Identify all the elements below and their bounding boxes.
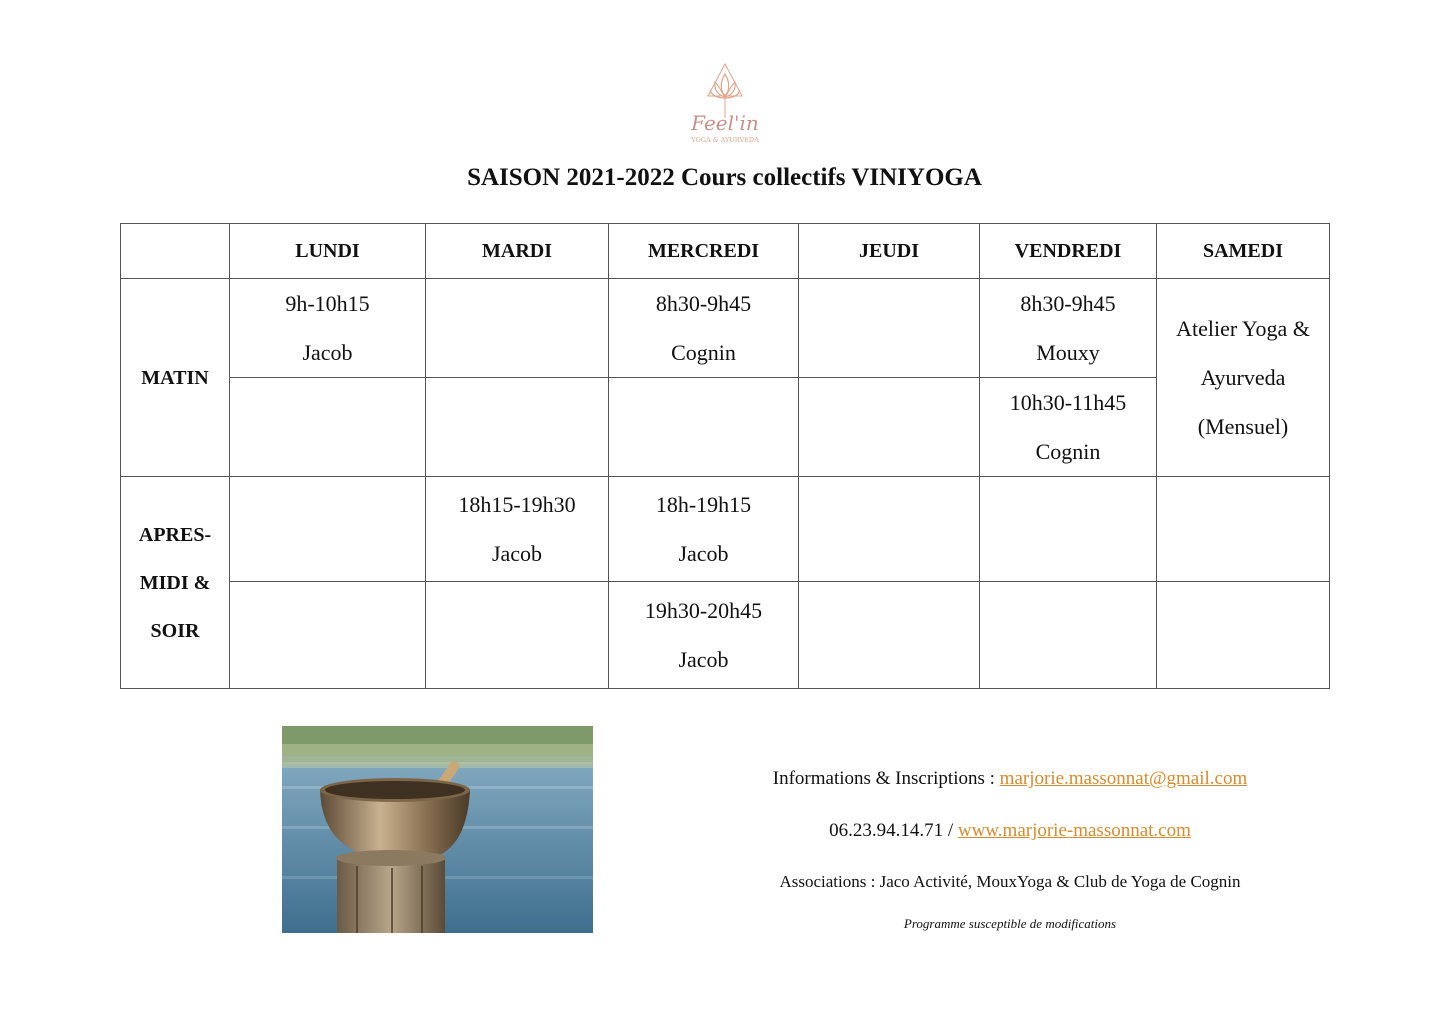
class-place: Jacob <box>678 541 729 566</box>
class-time: 9h-10h15 <box>285 291 370 316</box>
cell-mardi-soir-1 <box>426 477 609 582</box>
cell-mercredi-soir-1 <box>609 477 799 582</box>
cell-mardi-soir-2 <box>426 582 609 689</box>
cell-vendredi-soir-1 <box>980 477 1157 582</box>
contact-line <box>700 820 1320 842</box>
class-time: 8h30-9h45 <box>655 291 752 316</box>
class-time: 18h15-19h30 <box>458 492 576 517</box>
cell-lundi-matin-1 <box>230 279 426 378</box>
cell-jeudi-soir-1 <box>799 477 980 582</box>
page-title: SAISON 2021-2022 Cours collectifs VINIYOGA <box>467 164 982 191</box>
cell-samedi-soir-2 <box>1157 582 1330 689</box>
associations-text: Associations : Jaco Activité, MouxYoga & Club de Yoga de Cognin <box>779 872 1241 891</box>
brand-logo <box>670 60 780 155</box>
day-samedi: SAMEDI <box>1157 224 1330 279</box>
cell-lundi-soir-2 <box>230 582 426 689</box>
table-row <box>121 477 1330 582</box>
cell-samedi-soir-1 <box>1157 477 1330 582</box>
workshop-line-2: Ayurveda <box>1200 365 1286 390</box>
schedule-table <box>120 223 1330 689</box>
class-place: Cognin <box>671 340 736 365</box>
class-place: Cognin <box>1035 439 1101 464</box>
cell-mercredi-matin-2 <box>609 378 799 477</box>
period-matin <box>121 279 230 477</box>
cell-mercredi-soir-2 <box>609 582 799 689</box>
class-place: Mouxy <box>1036 340 1100 365</box>
class-time: 18h-19h15 <box>655 492 752 517</box>
class-time: 8h30-9h45 <box>1020 291 1116 316</box>
svg-text:Feel'in: Feel'in <box>691 111 759 135</box>
svg-text:YOGA & AYURVEDA: YOGA & AYURVEDA <box>691 136 759 144</box>
disclaimer-text: Programme susceptible de modifications <box>903 916 1117 931</box>
class-place: Jacob <box>491 541 543 566</box>
cell-lundi-soir-1 <box>230 477 426 582</box>
email-link[interactable]: marjorie.massonnat@gmail.com <box>999 768 1248 789</box>
cell-mercredi-matin-1 <box>609 279 799 378</box>
workshop-line-1: Atelier Yoga & <box>1176 316 1310 341</box>
day-vendredi: VENDREDI <box>980 224 1157 279</box>
period-soir-line-1: APRES- <box>138 523 212 546</box>
class-place: Jacob <box>678 647 729 672</box>
inscriptions-line <box>700 768 1320 790</box>
day-jeudi: JEUDI <box>799 224 980 279</box>
cell-mardi-matin-1 <box>426 279 609 378</box>
header-row <box>121 224 1330 279</box>
table-row <box>121 378 1330 477</box>
class-time: 19h30-20h45 <box>644 598 763 623</box>
phone-number: 06.23.94.14.71 / <box>829 820 958 841</box>
day-mardi: MARDI <box>426 224 609 279</box>
inscriptions-label: Informations & Inscriptions : <box>772 768 1000 789</box>
cell-lundi-matin-2 <box>230 378 426 477</box>
period-matin-label: MATIN <box>141 366 209 389</box>
day-mercredi: MERCREDI <box>609 224 799 279</box>
table-row <box>121 279 1330 378</box>
cell-jeudi-matin-1 <box>799 279 980 378</box>
class-place: Jacob <box>302 340 353 365</box>
website-link[interactable]: www.marjorie-massonnat.com <box>957 820 1191 841</box>
period-soir-line-3: SOIR <box>150 619 200 642</box>
cell-jeudi-matin-2 <box>799 378 980 477</box>
cell-vendredi-matin-2 <box>980 378 1157 477</box>
workshop-line-3: (Mensuel) <box>1197 414 1289 439</box>
singing-bowl-photo <box>282 726 593 933</box>
cell-jeudi-soir-2 <box>799 582 980 689</box>
cell-mardi-matin-2 <box>426 378 609 477</box>
period-soir-line-2: MIDI & <box>139 571 211 594</box>
cell-vendredi-soir-2 <box>980 582 1157 689</box>
corner-cell <box>121 224 230 279</box>
cell-vendredi-matin-1 <box>980 279 1157 378</box>
day-lundi: LUNDI <box>230 224 426 279</box>
table-row <box>121 582 1330 689</box>
class-time: 10h30-11h45 <box>1009 390 1127 415</box>
cell-samedi-matin <box>1157 279 1330 477</box>
period-soir <box>121 477 230 689</box>
